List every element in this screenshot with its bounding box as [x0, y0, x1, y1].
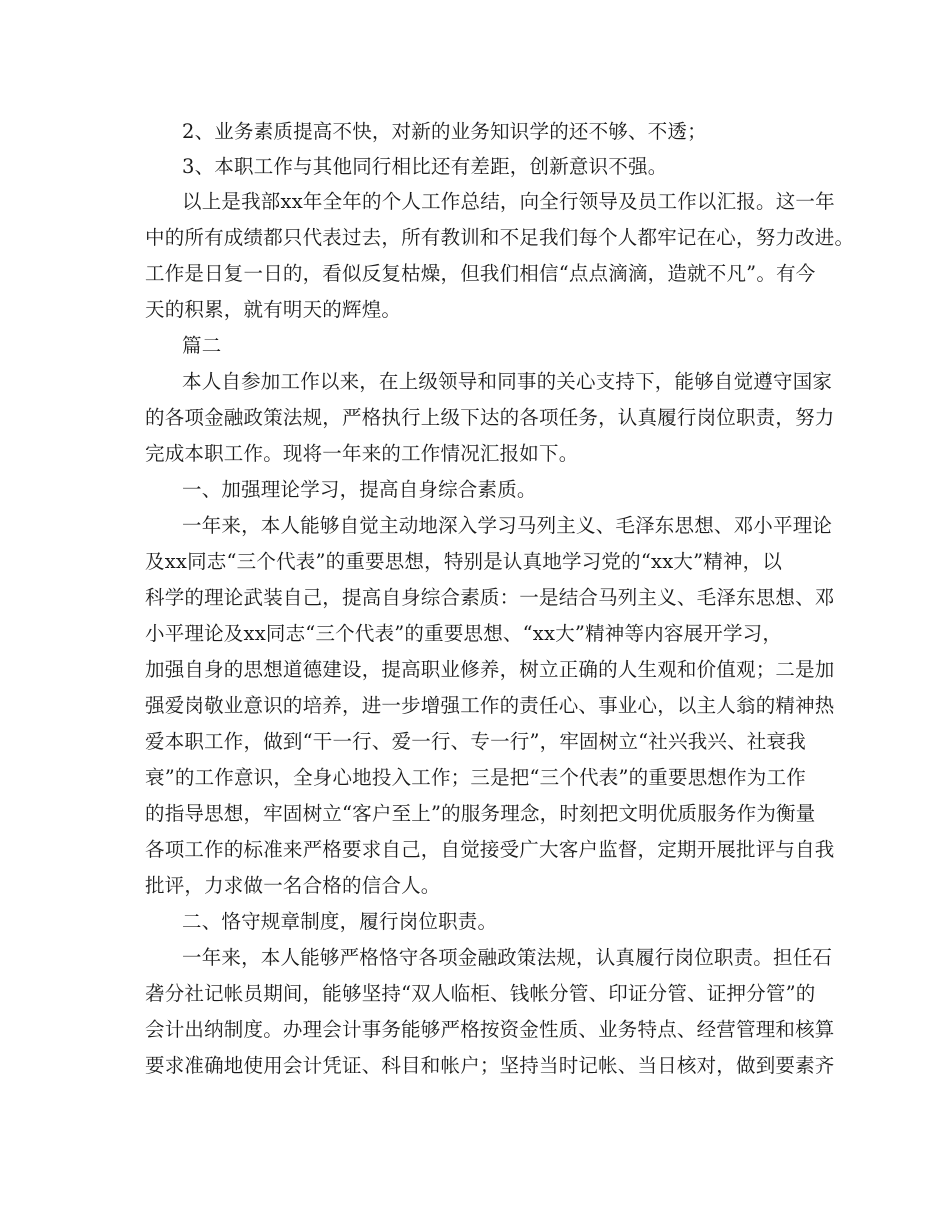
text-line: 天的积累，就有明天的辉煌。 — [145, 298, 402, 321]
text-line: 中的所有成绩都只代表过去，所有教训和不足我们每个人都牢记在心，努力改进。 — [145, 226, 855, 249]
text-line: 科学的理论武装自己，提高自身综合素质：一是结合马列主义、毛泽东思想、邓 — [145, 586, 835, 609]
text-line: 工作是日复一日的，看似反复枯燥，但我们相信“点点滴滴，造就不凡”。有今 — [145, 262, 816, 285]
section-heading: 篇二 — [182, 334, 222, 357]
text-line: 衰”的工作意识，全身心地投入工作；三是把“三个代表”的重要思想作为工作 — [145, 766, 806, 789]
text-line: 的指导思想，牢固树立“客户至上”的服务理念，时刻把文明优质服务作为衡量 — [145, 802, 816, 825]
text-line: 以上是我部xx年全年的个人工作总结，向全行领导及员工作以汇报。这一年 — [182, 190, 835, 213]
text-line: 一年来，本人能够严格恪守各项金融政策法规，认真履行岗位职责。担任石 — [182, 946, 833, 969]
text-line: 一年来，本人能够自觉主动地深入学习马列主义、毛泽东思想、邓小平理论 — [182, 514, 833, 537]
text-line: 要求准确地使用会计凭证、科目和帐户；坚持当时记帐、当日核对，做到要素齐 — [145, 1054, 835, 1077]
section-heading: 二、恪守规章制度，履行岗位职责。 — [182, 910, 498, 933]
text-line: 砻分社记帐员期间，能够坚持“双人临柜、钱帐分管、印证分管、证押分管”的 — [145, 982, 816, 1005]
text-line: 加强自身的思想道德建设，提高职业修养，树立正确的人生观和价值观；二是加 — [145, 658, 835, 681]
text-line: 强爱岗敬业意识的培养，进一步增强工作的责任心、事业心，以主人翁的精神热 — [145, 694, 835, 717]
text-line: 会计出纳制度。办理会计事务能够严格按资金性质、业务特点、经营管理和核算 — [145, 1018, 835, 1041]
text-line: 及xx同志“三个代表”的重要思想，特别是认真地学习党的“xx大”精神，以 — [145, 550, 783, 573]
text-line: 批评，力求做一名合格的信合人。 — [145, 874, 441, 897]
text-line: 2、业务素质提高不快，对新的业务知识学的还不够、不透； — [182, 120, 707, 143]
text-line: 的各项金融政策法规，严格执行上级下达的各项任务，认真履行岗位职责，努力 — [145, 406, 835, 429]
text-line: 完成本职工作。现将一年来的工作情况汇报如下。 — [145, 442, 579, 465]
text-line: 爱本职工作，做到“干一行、爱一行、专一行”，牢固树立“社兴我兴、社衰我 — [145, 730, 806, 753]
text-line: 3、本职工作与其他同行相比还有差距，创新意识不强。 — [182, 155, 668, 178]
text-line: 本人自参加工作以来，在上级领导和同事的关心支持下，能够自觉遵守国家 — [182, 370, 833, 393]
text-line: 小平理论及xx同志“三个代表”的重要思想、“xx大”精神等内容展开学习， — [145, 622, 783, 645]
text-line: 各项工作的标准来严格要求自己，自觉接受广大客户监督，定期开展批评与自我 — [145, 838, 835, 861]
section-heading: 一、加强理论学习，提高自身综合素质。 — [182, 478, 537, 501]
